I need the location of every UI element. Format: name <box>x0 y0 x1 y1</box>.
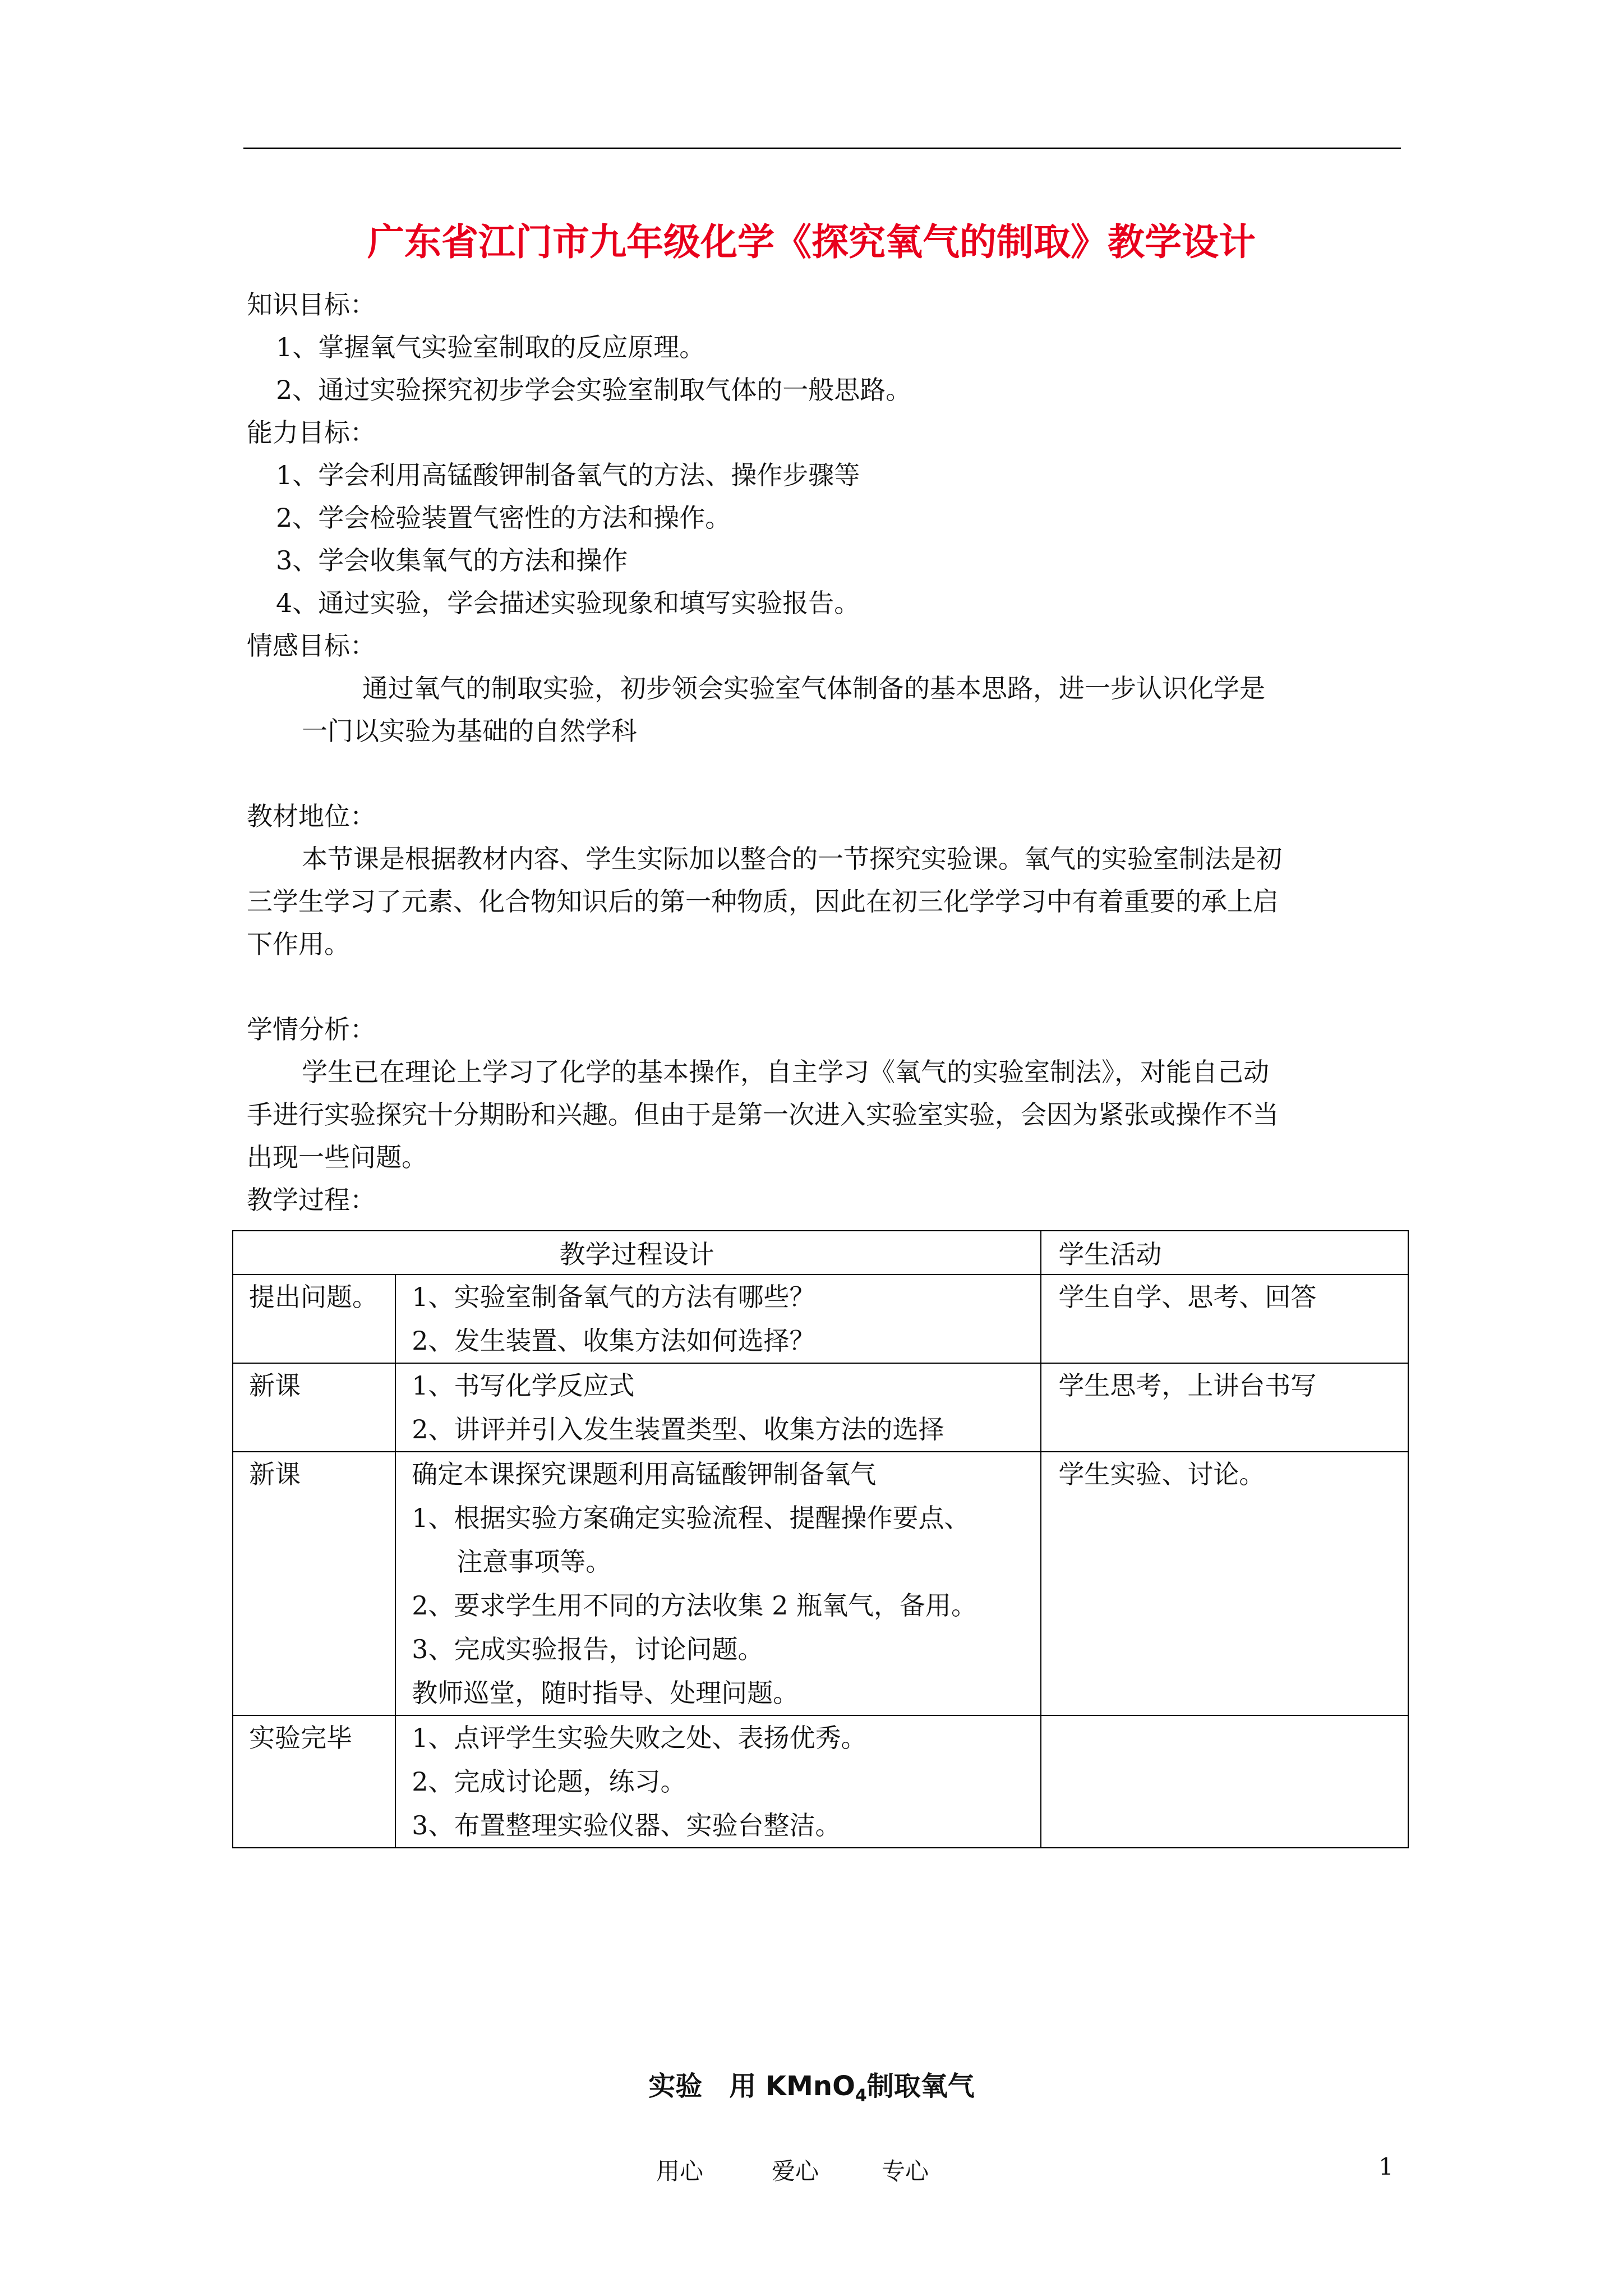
material-line: 下作用。 <box>247 929 350 959</box>
analysis-line: 出现一些问题。 <box>247 1142 427 1172</box>
analysis-heading: 学情分析： <box>247 1014 376 1045</box>
document-title: 广东省江门市九年级化学《探究氧气的制取》教学设计 <box>367 220 1256 264</box>
table-row <box>233 1715 1408 1848</box>
footer-text: 用心 <box>656 2157 704 2185</box>
ability-item: 3、学会收集氧气的方法和操作 <box>276 545 628 576</box>
activity-cell: 学生自学、思考、回答 <box>1041 1274 1408 1363</box>
process-table <box>232 1230 1409 1848</box>
ability-item: 2、学会检验装置气密性的方法和操作。 <box>276 503 731 533</box>
table-row <box>233 1274 1408 1363</box>
experiment-title: 实验 用 KMnO$_4$制取氧气 <box>648 2070 975 2106</box>
knowledge-heading: 知识目标： <box>247 289 376 320</box>
knowledge-item: 1、掌握氧气实验室制取的反应原理。 <box>276 332 706 362</box>
stage-cell: 提出问题。 <box>233 1274 395 1363</box>
design-header: 教学过程设计 <box>233 1231 1041 1274</box>
design-cell: 1、实验室制备氧气的方法有哪些？ 2、发生装置、收集方法如何选择？ <box>395 1274 1041 1363</box>
footer-text: 专心 <box>882 2157 929 2185</box>
activity-header: 学生活动 <box>1041 1231 1408 1274</box>
analysis-line: 手进行实验探究十分期盼和兴趣。但由于是第一次进入实验室实验，会因为紧张或操作不当 <box>247 1099 1279 1130</box>
activity-cell <box>1041 1715 1408 1848</box>
emotion-heading: 情感目标： <box>247 631 376 661</box>
analysis-line: 学生已在理论上学习了化学的基本操作，自主学习《氧气的实验室制法》，对能自己动 <box>302 1057 1269 1087</box>
design-cell: 确定本课探究课题利用高锰酸钾制备氧气 1、根据实验方案确定实验流程、提醒操作要点、 注意事项等。 2、要求学生用不同的方法收集 2 瓶氧气，备用。 3、完成实验报告，讨论问题。 教师巡堂，随时指导、处理问题。 <box>395 1452 1041 1715</box>
activity-cell: 学生思考，上讲台书写 <box>1041 1363 1408 1452</box>
ability-item: 1、学会利用高锰酸钾制备氧气的方法、操作步骤等 <box>276 460 860 490</box>
footer-text: 爱心 <box>772 2157 819 2185</box>
stage-cell: 实验完毕 <box>233 1715 395 1848</box>
material-line: 本节课是根据教材内容、学生实际加以整合的一节探究实验课。氧气的实验室制法是初 <box>302 844 1282 874</box>
design-cell: 1、点评学生实验失败之处、表扬优秀。 2、完成讨论题，练习。 3、布置整理实验仪器、实验台整洁。 <box>395 1715 1041 1848</box>
stage-cell: 新课 <box>233 1363 395 1452</box>
material-line: 三学生学习了元素、化合物知识后的第一种物质，因此在初三化学学习中有着重要的承上启 <box>247 886 1279 917</box>
table-row <box>233 1452 1408 1715</box>
emotion-line: 通过氧气的制取实验，初步领会实验室气体制备的基本思路，进一步认识化学是 <box>362 673 1265 703</box>
emotion-line: 一门以实验为基础的自然学科 <box>302 716 637 746</box>
ability-item: 4、通过实验，学会描述实验现象和填写实验报告。 <box>276 588 860 618</box>
table-row <box>233 1363 1408 1452</box>
stage-cell: 新课 <box>233 1452 395 1715</box>
process-heading: 教学过程： <box>247 1185 376 1215</box>
ability-heading: 能力目标： <box>247 417 376 448</box>
material-heading: 教材地位： <box>247 801 376 831</box>
header-rule <box>243 148 1401 149</box>
page-number: 1 <box>1378 2153 1394 2180</box>
design-cell: 1、书写化学反应式 2、讲评并引入发生装置类型、收集方法的选择 <box>395 1363 1041 1452</box>
table-header-row <box>233 1231 1408 1274</box>
knowledge-item: 2、通过实验探究初步学会实验室制取气体的一般思路。 <box>276 375 912 405</box>
activity-cell: 学生实验、讨论。 <box>1041 1452 1408 1715</box>
